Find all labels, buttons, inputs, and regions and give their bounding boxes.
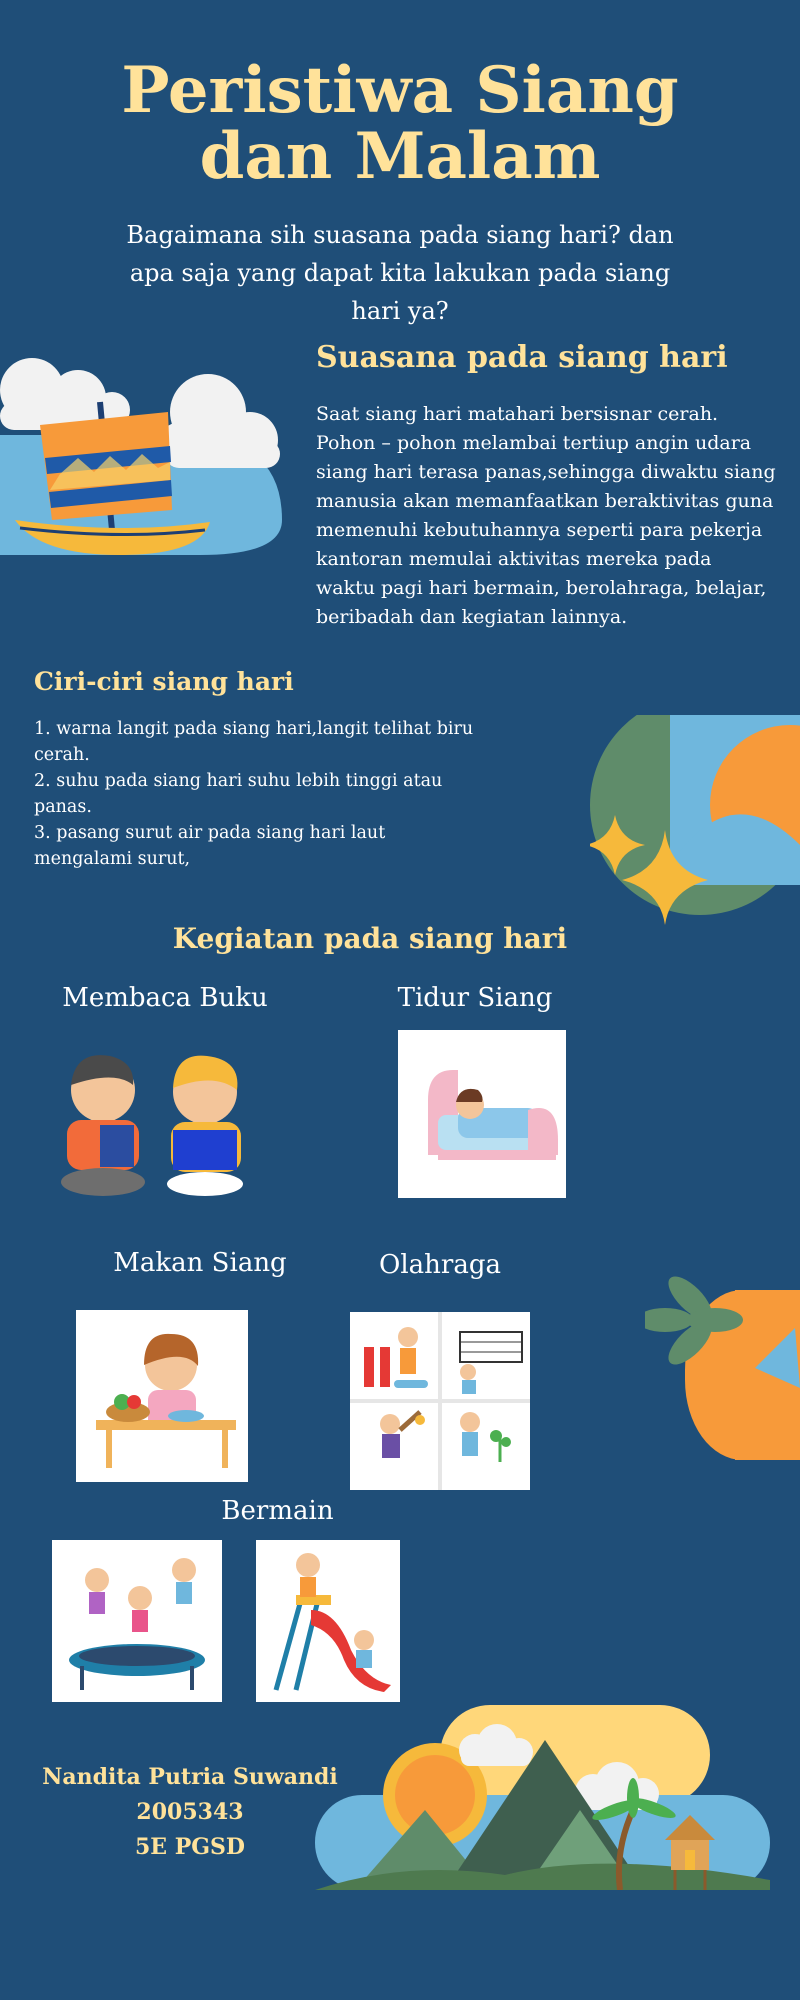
suasana-body: Saat siang hari matahari bersisnar cerah. Pohon – pohon melambai tertiup angin udara siang hari terasa panas,sehingga diwaktu siang manusia akan memanfaatkan beraktivitas guna memenuhi kebutuhannya seperti para pekerja kantoran memulai aktivitas mereka pada waktu pagi hari bermain, berolahraga, belajar, beribadah dan kegiatan lainnya.: [316, 403, 776, 628]
sailboat-illustration: [0, 350, 290, 565]
sleeping-image: [398, 1030, 566, 1198]
kegiatan-heading: Kegiatan pada siang hari: [172, 922, 568, 955]
list-item: 2. suhu pada siang hari suhu lebih tinggi atau panas.: [34, 771, 443, 817]
title-line-1: Peristiwa Siang: [121, 53, 679, 128]
list-item: 3. pasang surut air pada siang hari laut mengalami surut,: [34, 823, 386, 869]
abstract-shapes-decoration: [590, 715, 800, 925]
suasana-heading: Suasana pada siang hari: [316, 340, 728, 375]
subtitle: Bagaimana sih suasana pada siang hari? dan apa saja yang dapat kita lakukan pada siang hari ya?: [126, 221, 674, 325]
activity-label-bermain: Bermain: [221, 1496, 334, 1526]
landscape-illustration: [315, 1700, 770, 1890]
list-item: 1. warna langit pada siang hari,langit telihat biru cerah.: [34, 719, 474, 765]
activity-label-tidur: Tidur Siang: [397, 983, 553, 1013]
trampoline-image: [52, 1540, 222, 1702]
slide-image: [256, 1540, 400, 1702]
activity-label-makan: Makan Siang: [113, 1248, 287, 1278]
reading-kids-illustration: [55, 1050, 255, 1200]
sports-image: [350, 1312, 530, 1490]
author-name: Nandita Putria Suwandi: [42, 1764, 338, 1790]
eating-image: [76, 1310, 248, 1482]
activity-label-membaca: Membaca Buku: [62, 983, 268, 1013]
author-id: 2005343: [136, 1799, 244, 1825]
leaf-orange-decoration: [645, 1268, 800, 1460]
ciri-list: [34, 716, 474, 872]
author-block: [20, 1760, 360, 1865]
title-line-2: dan Malam: [199, 119, 601, 194]
page-title: [0, 53, 800, 194]
activity-label-olahraga: Olahraga: [379, 1250, 501, 1280]
ciri-heading: Ciri-ciri siang hari: [34, 667, 294, 696]
author-class: 5E PGSD: [134, 1834, 246, 1860]
